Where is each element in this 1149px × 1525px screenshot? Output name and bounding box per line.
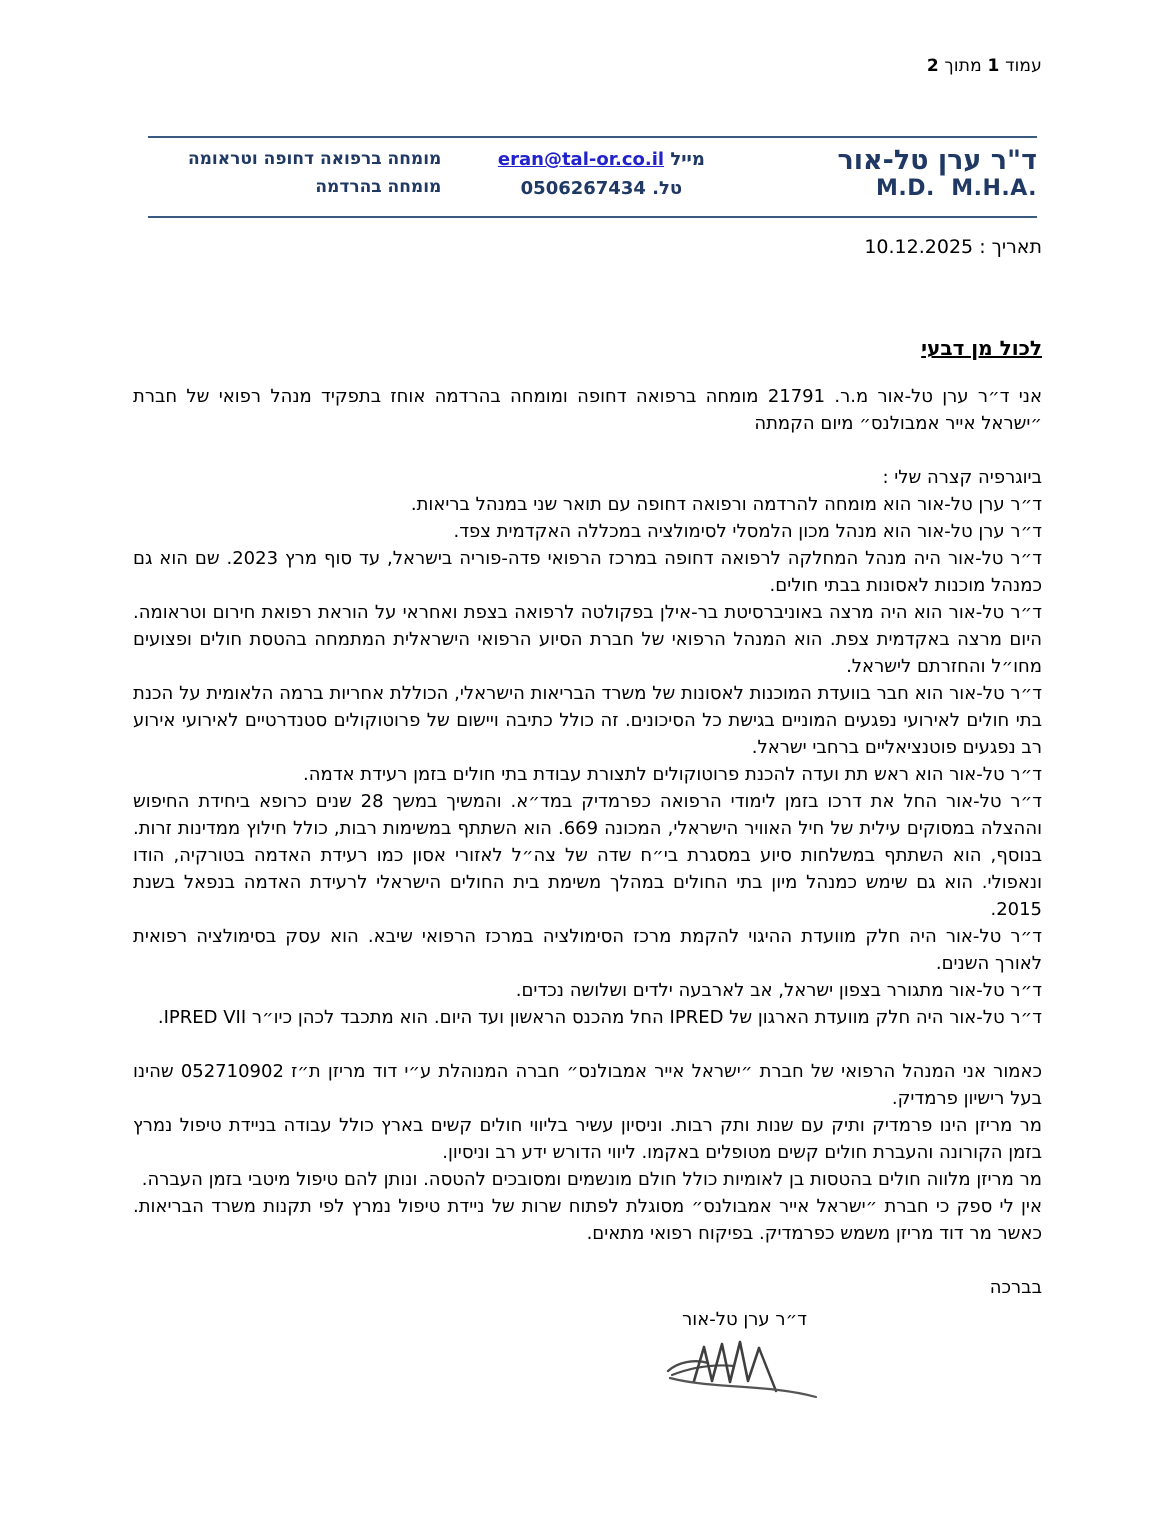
phone-label: טל. [652,178,683,199]
company-paragraph: מר מריזן הינו פרמדיק ותיק עם שנות ותק רבות. וניסיון עשיר בליווי חולים קשים בארץ כולל עבודה בניידת טיפול נמרץ בזמן הקורונה והעברת חולים קשים מטופלים באקמו. ליווי הדורש ידע רב וניסיון. [133,1115,1042,1163]
bio-line: ד״ר ערן טל-אור הוא מומחה להרדמה ורפואה דחופה עם תואר שני במנהל בריאות. [410,494,1042,515]
doctor-name: ד"ר ערן טל-אור [837,145,1037,176]
email-line [441,145,761,174]
specialty-line-2: מומחה בהרדמה [315,177,442,197]
subject-line: לכול מן דבעי [921,336,1042,360]
phone-number: 0506267434 [520,178,646,199]
bio-line: ד״ר טל-אור הוא חבר בוועדת המוכנות לאסונות של משרד הבריאות הישראלי, הכוללת אחריות ברמה הלאומית על הכנת בתי חולים לאירועי נפגעים המוניים בגישת כל הסיכונים. זה כולל כתיבה ויישום של פרוטוקולים סטנדרטיים לאירועי אירוע רב נפגעים פוטנציאליים ברחבי ישראל. [133,683,1042,758]
page-total: 2 [926,56,939,76]
closing-signatory: ד״ר ערן טל-אור [682,1309,807,1330]
bio-line: ד״ר טל-אור היה חלק מוועדת הארגון של IPRED החל מהכנס הראשון ועד היום. הוא מתכבד לכהן כיו״ר IPRED VII. [157,1007,1042,1028]
date-line [864,236,1042,258]
letterhead [148,136,1037,218]
date-label: תאריך : [979,236,1042,258]
bio-line: ד״ר טל-אור החל את דרכו בזמן לימודי הרפואה כפרמדיק במד״א. והמשיך במשך 28 שנים כרופא ביחידת החיפוש וההצלה במסוקים עילית של חיל האוויר הישראלי, המכונה 669. הוא השתתף במשימות רבות, כולל חילוץ ממדינות זרות. בנוסף, הוא השתתף במשלחות סיוע במסגרת בי״ח שדה של צה״ל לאזורי אסון כמו רעידת האדמה בטורקיה, הודו ונאפולי. הוא גם שימש כמנהל מיון בתי החולים במהלך משימת בית החולים הישראלי לרעידת האדמה בנפאל בשנת 2015. [133,791,1042,920]
bio-line: ד״ר טל-אור היה מנהל המחלקה לרפואה דחופה במרכז הרפואי פדה-פוריה בישראל, עד סוף מרץ 2023. שם הוא גם כמנהל מוכנות לאסונות בבתי חולים. [133,548,1042,596]
letterhead-specialty-block [148,145,441,203]
phone-line [441,174,761,203]
specialty-line-1: מומחה ברפואה דחופה וטראומה [187,149,442,169]
bio-line: ד״ר טל-אור מתגורר בצפון ישראל, אב לארבעה ילדים ושלושה נכדים. [515,980,1042,1001]
closing-regards: בברכה [989,1277,1042,1298]
bio-line: ד״ר טל-אור היה חלק מוועדת ההיגוי להקמת מרכז הסימולציה במרכז הרפואי שיבא. הוא עסק בסימולציה רפואית לאורך השנים. [133,926,1042,974]
company-paragraph: אין לי ספק כי חברת ״ישראל אייר אמבולנס״ מסוגלת לפתוח שרות של ניידת טיפול נמרץ לפי תקנות משרד הבריאות. כאשר מר דוד מריזן משמש כפרמדיק. בפיקוח רפואי מתאים. [133,1196,1042,1244]
company-paragraph: מר מריזן מלווה חולים בהטסות בן לאומיות כולל חולם מונשמים ומסובכים להטסה. ונותן להם טיפול מיטבי בזמן העברה. [141,1169,1042,1190]
email-link[interactable]: eran@tal-or.co.il [497,149,665,170]
closing-block [133,1274,1042,1413]
bio-line: ד״ר ערן טל-אור הוא מנהל מכון הלמסלי לסימולציה במכללה האקדמית צפד. [453,521,1042,542]
body-paragraphs [133,383,1042,1247]
bio-heading: ביוגרפיה קצרה שלי : [882,467,1042,488]
handwritten-signature-icon [133,1335,1042,1413]
page-word: עמוד [1005,56,1042,76]
intro-paragraph: אני ד״ר ערן טל-אור מ.ר. 21791 מומחה ברפואה דחופה ומומחה בהרדמה אוחז בתפקיד מנהל רפואי של חברת ״ישראל אייר אמבולנס״ מיום הקמתה [133,386,1042,434]
page-number: 1 [987,56,1000,76]
letterhead-name-block [761,145,1037,203]
letter-body [133,383,1042,1413]
date-value: 10.12.2025 [864,236,974,258]
doctor-degrees: M.D. M.H.A. [876,176,1037,202]
bio-line: ד״ר טל-אור הוא ראש תת ועדה להכנת פרוטוקולים לתצורת עבודת בתי חולים בזמן רעידת אדמה. [303,764,1042,785]
letterhead-contact-block [441,145,761,203]
email-label: מייל [670,149,705,170]
company-paragraph: כאמור אני המנהל הרפואי של חברת ״ישראל אייר אמבולנס״ חברה המנוהלת ע״י דוד מריזן ת״ז 052710902 שהינו בעל רישיון פרמדיק. [133,1061,1043,1109]
bio-line: ד״ר טל-אור הוא היה מרצה באוניברסיטת בר-אילן בפקולטה לרפואה בצפת ואחראי על הוראת רפואת חירום וטראומה. היום מרצה באקדמית צפת. הוא המנהל הרפואי של חברת הסיוע הרפואי הישראלית המתמחה בהטסת חולים ופצועים מחו״ל והחזרתם לישראל. [133,602,1042,677]
page-of-word: מתוך [944,56,982,76]
page-indicator [927,56,1042,76]
